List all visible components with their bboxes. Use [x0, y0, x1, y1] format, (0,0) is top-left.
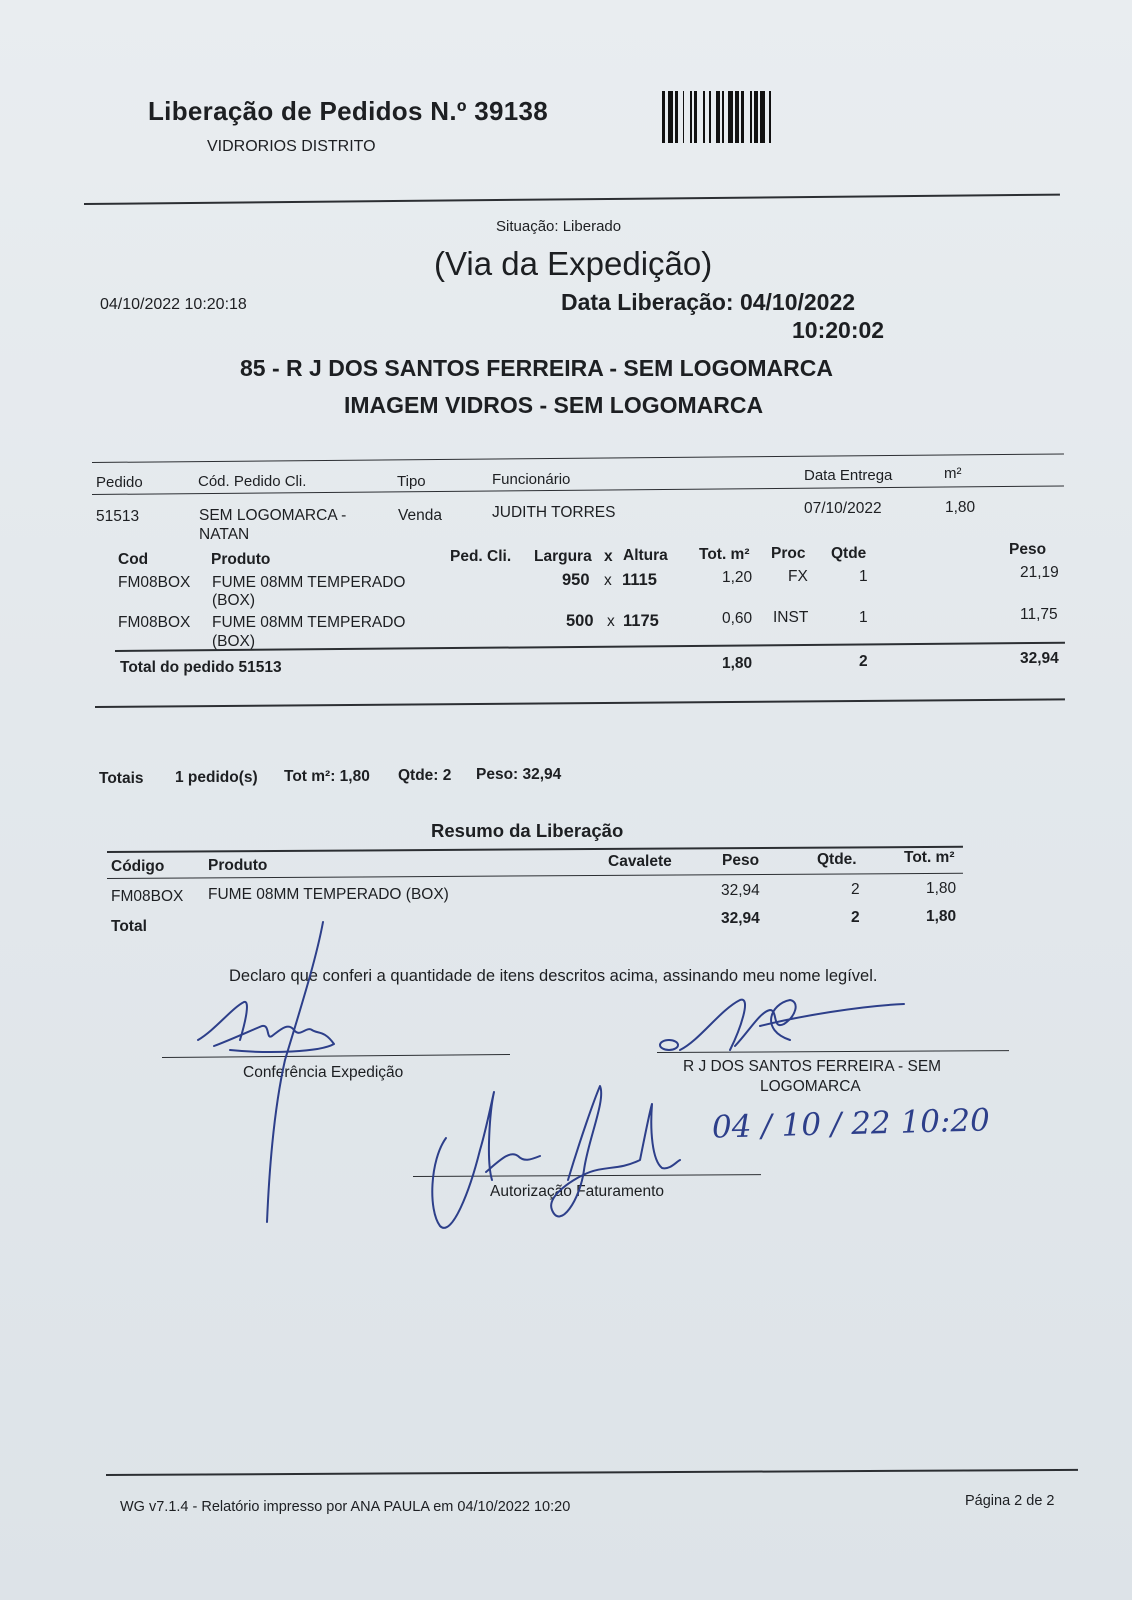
barcode-bar — [754, 91, 757, 143]
item-2-proc: INST — [773, 609, 809, 626]
totals-weight: Peso: 32,94 — [476, 766, 562, 783]
barcode-bar — [703, 91, 705, 143]
client-order-code: SEM LOGOMARCA - — [199, 507, 347, 524]
barcode-bar — [741, 91, 744, 143]
barcode-bar — [750, 91, 752, 143]
item-1-proc: FX — [788, 568, 808, 585]
barcode-bar — [769, 91, 771, 143]
col-data-entrega: Data Entrega — [804, 467, 893, 484]
item-2-weight: 11,75 — [1020, 606, 1058, 623]
printed-timestamp: 04/10/2022 10:20:18 — [100, 296, 247, 313]
footer-page-number: Página 2 de 2 — [965, 1493, 1055, 1509]
summary-product: FUME 08MM TEMPERADO (BOX) — [208, 886, 449, 903]
header-divider — [84, 194, 1060, 205]
col-pedido: Pedido — [96, 474, 143, 491]
barcode-bar — [662, 91, 665, 143]
signature-client — [680, 1000, 904, 1050]
col-largura: Largura — [534, 548, 592, 565]
order-table-top-rule — [92, 454, 1064, 463]
client-name: 85 - R J DOS SANTOS FERREIRA - SEM LOGOMARCA — [240, 355, 833, 381]
item-1-width: 950 — [562, 571, 590, 589]
summary-total-tot-m2: 1,80 — [926, 908, 957, 925]
col-qtde: Qtde — [831, 545, 867, 562]
summary-total-qty: 2 — [851, 909, 860, 926]
col-x: x — [604, 548, 613, 565]
col-altura: Altura — [623, 547, 668, 564]
summary-col-tot-m2: Tot. m² — [904, 849, 955, 866]
signature-autorizacao-b — [486, 1154, 540, 1172]
barcode-bar — [728, 91, 733, 143]
barcode-bar — [690, 91, 692, 143]
signature-conferencia — [198, 1002, 334, 1052]
col-funcionario: Funcionário — [492, 471, 571, 488]
item-1-product-cont: (BOX) — [212, 592, 256, 609]
summary-total-weight: 32,94 — [721, 910, 760, 927]
signature-line-autorizacao — [413, 1174, 761, 1177]
item-1-height: 1115 — [622, 571, 657, 589]
totals-qty: Qtde: 2 — [398, 767, 452, 784]
signature-autorizacao-a — [432, 1092, 494, 1228]
item-2-code: FM08BOX — [118, 614, 191, 631]
totals-orders: 1 pedido(s) — [175, 769, 258, 786]
page-title: Liberação de Pedidos N.º 39138 — [148, 96, 548, 126]
items-total-rule — [115, 642, 1065, 652]
order-total-m2: 1,80 — [722, 655, 753, 672]
barcode-bar — [683, 91, 685, 143]
signature-label-conferencia: Conferência Expedição — [243, 1064, 404, 1081]
col-proc: Proc — [771, 545, 806, 562]
item-2-product: FUME 08MM TEMPERADO — [212, 614, 406, 631]
barcode-bar — [668, 91, 673, 143]
employee-name: JUDITH TORRES — [492, 504, 616, 521]
delivery-date: 07/10/2022 — [804, 500, 882, 517]
summary-col-produto: Produto — [208, 857, 268, 874]
status-label: Situação: Liberado — [496, 218, 622, 235]
summary-col-cavalete: Cavalete — [608, 853, 672, 870]
col-peso: Peso — [1009, 541, 1047, 558]
release-date: Data Liberação: 04/10/2022 — [561, 289, 856, 315]
summary-col-codigo: Código — [111, 858, 165, 875]
item-1-product: FUME 08MM TEMPERADO — [212, 574, 406, 591]
barcode-bar — [722, 91, 724, 143]
footer-rule — [106, 1469, 1078, 1476]
handwritten-date: 04 / 10 / 22 10:20 — [711, 1102, 991, 1146]
item-2-x: x — [607, 613, 615, 630]
summary-qty: 2 — [851, 881, 860, 898]
barcode-bar — [735, 91, 738, 143]
item-2-width: 500 — [566, 612, 594, 630]
totals-label: Totais — [99, 770, 144, 787]
barcode-bar — [694, 91, 697, 143]
signature-line-conferencia — [162, 1054, 510, 1058]
col-tipo: Tipo — [397, 473, 426, 490]
client-order-code-cont: NATAN — [199, 526, 250, 543]
summary-title: Resumo da Liberação — [431, 820, 624, 841]
item-1-x: x — [604, 572, 612, 589]
order-m2: 1,80 — [945, 499, 976, 516]
footer-printed-by: WG v7.1.4 - Relatório impresso por ANA PAULA em 04/10/2022 10:20 — [120, 1499, 571, 1515]
company-name: VIDRORIOS DISTRITO — [207, 138, 376, 155]
item-1-code: FM08BOX — [118, 574, 191, 591]
summary-code: FM08BOX — [111, 888, 184, 905]
item-2-qty: 1 — [859, 609, 868, 626]
item-1-qty: 1 — [859, 568, 868, 585]
declaration-text: Declaro que conferi a quantidade de itens descritos acima, assinando meu nome legível. — [229, 967, 878, 985]
client-trade-name: IMAGEM VIDROS - SEM LOGOMARCA — [344, 392, 764, 418]
items-bottom-rule — [95, 698, 1065, 708]
signature-label-client-cont: LOGOMARCA — [760, 1078, 861, 1095]
item-2-height: 1175 — [623, 612, 659, 630]
barcode-bar — [675, 91, 678, 143]
signature-line-client — [657, 1050, 1009, 1053]
order-type: Venda — [398, 507, 442, 524]
order-total-weight: 32,94 — [1020, 650, 1059, 667]
summary-col-qtde: Qtde. — [817, 851, 857, 868]
signature-client-ring — [660, 1040, 678, 1050]
item-2-tot-m2: 0,60 — [722, 610, 753, 627]
barcode-bar — [709, 91, 711, 143]
col-produto: Produto — [211, 551, 271, 568]
col-ped-cli: Ped. Cli. — [450, 548, 512, 565]
order-total-qty: 2 — [859, 653, 868, 670]
barcode-bar — [760, 91, 765, 143]
signature-label-client: R J DOS SANTOS FERREIRA - SEM — [683, 1058, 942, 1075]
barcode — [662, 91, 836, 143]
release-time: 10:20:02 — [792, 317, 885, 343]
col-cod-pedido-cli: Cód. Pedido Cli. — [198, 473, 307, 490]
col-m2: m² — [944, 465, 962, 482]
order-total-label: Total do pedido 51513 — [120, 659, 282, 676]
item-1-weight: 21,19 — [1020, 564, 1059, 581]
copy-type-label: (Via da Expedição) — [434, 245, 713, 282]
totals-m2: Tot m²: 1,80 — [284, 768, 370, 785]
col-cod: Cod — [118, 551, 149, 568]
summary-total-label: Total — [111, 918, 147, 935]
summary-tot-m2: 1,80 — [926, 880, 957, 897]
col-tot-m2: Tot. m² — [699, 546, 750, 563]
summary-col-peso: Peso — [722, 852, 760, 869]
order-number: 51513 — [96, 508, 140, 525]
barcode-bar — [716, 91, 719, 143]
signature-label-autorizacao: Autorização Faturamento — [490, 1183, 665, 1200]
item-1-tot-m2: 1,20 — [722, 569, 753, 586]
summary-weight: 32,94 — [721, 882, 760, 899]
item-2-product-cont: (BOX) — [212, 633, 256, 650]
